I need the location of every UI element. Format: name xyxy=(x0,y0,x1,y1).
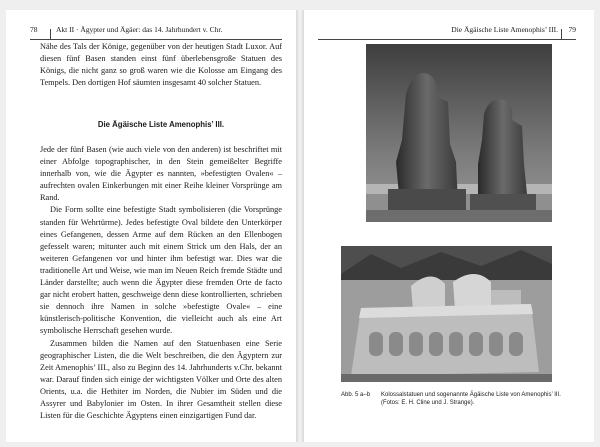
paragraph-2: Jede der fünf Basen (wie auch viele von den anderen) ist beschriftet mit einer Abfolge topographischer, in den Stein gemeißelter Begriffe innerhalb von, wie die Ägypter es nannten, »befestigten Ovalen« – aufrechten ovalen Einkerbungen mit einer Reihe kleiner Vorsprünge am Rand. xyxy=(40,145,282,203)
right-header-rule xyxy=(318,39,576,40)
paragraph-1-text: Nähe des Tals der Könige, gegenüber von der heutigen Stadt Luxor. Auf diesen fünf Basen standen einst fünf überlebensgroße Statuen des Königs, die nicht ganz so groß waren wie die Kolosse am Eingang des Tempels. Den dortigen Hof säumten insgesamt 40 solcher Statuen. xyxy=(40,42,282,88)
caption-label: Abb. 5 a–b xyxy=(341,392,371,398)
figure-caption xyxy=(341,391,581,407)
left-page-number: 78 xyxy=(30,25,38,34)
right-running-header xyxy=(318,24,576,36)
colossi-photo xyxy=(366,44,552,222)
section-heading: Die Ägäische Liste Amenophis’ III. xyxy=(97,120,225,129)
right-page xyxy=(304,10,594,442)
paragraph-3: Die Form sollte eine befestigte Stadt symbolisieren (die Vorsprünge standen für Wehrtürme). Jedes befestigte Oval bildete den Unterkörper eines Gefangenen, dessen Arme auf dem Rücken an den Ellenbogen gefesselt waren; mitunter auch mit einem Strick um den Hals, der an weiteren Gefangenen vor und hinter ihm befestigt war. Dies war die traditionelle Art und Weise, wie man im Neuen Reich fremde Städte und Länder darstellte; auch wenn die Ägypter diese fremden Orte de facto gar nicht erobert hatten, geschweige denn diese kontrollierten, schrieben sie dennoch ihre Namen in solche »befestigte Ovale« – eine künstlerisch-politische Konvention, die vielleicht auch als eine Art symbolische Herrschaft gesehen wurde. xyxy=(40,205,282,336)
right-running-head: Die Ägäische Liste Amenophis’ III. xyxy=(451,25,558,34)
book-gutter xyxy=(296,10,304,442)
left-running-header xyxy=(30,24,282,36)
paragraph-4: Zusammen bilden die Namen auf den Statuenbasen eine Serie geographischer Listen, die die Welt beschreiben, die den Ägyptern zur Zeit Amenophis’ III., also zu Beginn des 14. Jahrhunderts v.Chr. bekannt war. Darauf finden sich einige der wichtigsten Völker und Orte des alten Orients, u.a. die Hethiter im Norden, die Nubier im Süden und die Assyrer und Babylonier im Osten. In ihrer Gesamtheit stellen diese Listen für die Geschichte Ägyptens einen einzigartigen Fund dar. xyxy=(40,338,282,421)
right-page-number: 79 xyxy=(568,25,576,34)
aegean-list-photo xyxy=(341,246,552,382)
paragraph-1 xyxy=(40,41,282,89)
left-header-rule xyxy=(30,39,282,40)
left-page xyxy=(6,10,296,442)
section-body xyxy=(40,144,282,422)
left-running-head: Akt II · Ägypter und Ägäer: das 14. Jahrhundert v. Chr. xyxy=(56,25,223,34)
caption-text: Kolossalstatuen und sogenannte Ägäische Liste von Amenophis’ III. (Fotos: E. H. Cline und J. Strange). xyxy=(381,392,561,406)
